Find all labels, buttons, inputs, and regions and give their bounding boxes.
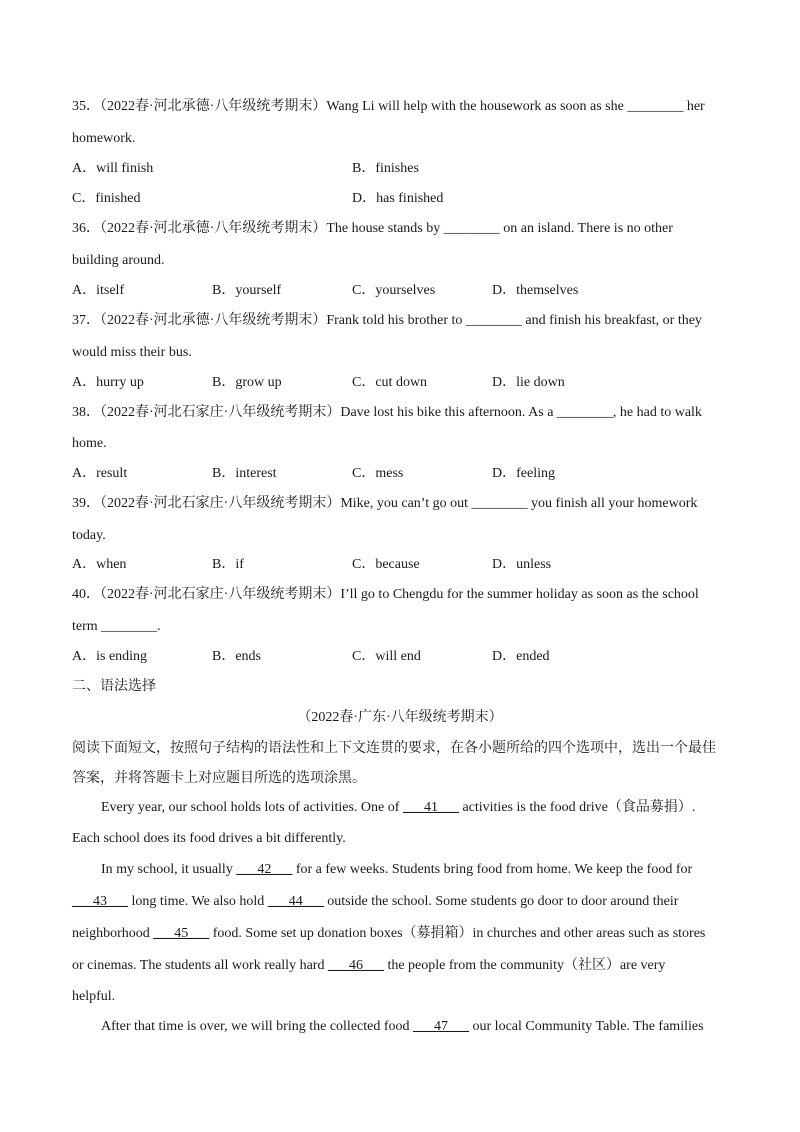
option-a: A．itself: [72, 283, 125, 298]
passage-line: helpful.: [72, 989, 116, 1004]
question-source: （2022春·河北石家庄·八年级统考期末）: [100, 587, 341, 602]
passage-line: or cinemas. The students all work really hard ___46___ the people from the community（社区）are very: [72, 958, 666, 973]
question-number: 35．: [72, 99, 100, 114]
option-b: B．if: [212, 557, 244, 572]
blank-46: ___46___: [327, 958, 384, 973]
option-a: A．will finish: [72, 161, 154, 176]
passage-line: Every year, our school holds lots of activities. One of ___41___ activities is the food drive（食品募捐）.: [101, 800, 696, 815]
question-text-cont: homework.: [72, 131, 136, 146]
question-40: [72, 586, 699, 604]
question-source: （2022春·河北承德·八年级统考期末）: [100, 99, 327, 114]
question-text: Frank told his brother to ________ and finish his breakfast, or they: [326, 313, 702, 328]
option-a: A．is ending: [72, 649, 148, 664]
question-text: I’ll go to Chengdu for the summer holiday as soon as the school: [340, 587, 699, 602]
blank-45: ___45___: [153, 926, 210, 941]
option-c: C．finished: [72, 191, 141, 206]
question-35: [72, 98, 705, 116]
question-source: （2022春·河北石家庄·八年级统考期末）: [100, 405, 341, 420]
question-text: Dave lost his bike this afternoon. As a ________, he had to walk: [340, 405, 702, 420]
question-source: （2022春·河北承德·八年级统考期末）: [100, 221, 327, 236]
question-text: Wang Li will help with the housework as soon as she ________ her: [326, 99, 705, 114]
option-b: B．finishes: [352, 161, 419, 176]
passage-line: neighborhood ___45___ food. Some set up donation boxes（募捐箱）in churches and other areas such as stores: [72, 926, 706, 941]
option-a: A．when: [72, 557, 127, 572]
section-heading: 二、语法选择: [72, 679, 156, 694]
instructions-line: 答案，并将答题卡上对应题目所选的选项涂黑。: [72, 771, 366, 786]
blank-41: ___41___: [402, 800, 459, 815]
question-39: [72, 495, 697, 513]
blank-47: ___47___: [413, 1019, 470, 1034]
question-number: 40．: [72, 587, 100, 602]
option-b: B．interest: [212, 466, 277, 481]
option-b: B．ends: [212, 649, 261, 664]
question-text-cont: would miss their bus.: [72, 345, 192, 360]
question-text-cont: term ________.: [72, 619, 161, 634]
passage-line: In my school, it usually ___42___ for a few weeks. Students bring food from home. We keep the food for: [101, 862, 693, 877]
option-d: D．themselves: [492, 283, 579, 298]
question-number: 36．: [72, 221, 100, 236]
instructions-line: 阅读下面短文，按照句子结构的语法性和上下文连贯的要求，在各小题所给的四个选项中，选出一个最佳: [72, 741, 716, 756]
blank-44: ___44___: [267, 894, 324, 909]
option-c: C．because: [352, 557, 420, 572]
question-source: （2022春·河北承德·八年级统考期末）: [100, 313, 327, 328]
question-text: Mike, you can’t go out ________ you finish all your homework: [340, 496, 698, 511]
question-text-cont: home.: [72, 436, 107, 451]
question-text-cont: today.: [72, 528, 106, 543]
question-source: （2022春·河北石家庄·八年级统考期末）: [100, 496, 341, 511]
option-a: A．result: [72, 466, 128, 481]
option-d: D．ended: [492, 649, 550, 664]
option-b: B．grow up: [212, 375, 282, 390]
passage-line: After that time is over, we will bring the collected food ___47___ our local Community Table. The families: [101, 1019, 704, 1034]
option-a: A．hurry up: [72, 375, 144, 390]
option-d: D．has finished: [352, 191, 444, 206]
question-37: [72, 312, 702, 330]
passage-line: ___43___ long time. We also hold ___44___ outside the school. Some students go door to door around their: [72, 894, 679, 909]
option-b: B．yourself: [212, 283, 282, 298]
option-d: D．lie down: [492, 375, 565, 390]
section-source: （2022春·广东·八年级统考期末）: [297, 710, 503, 725]
option-c: C．mess: [352, 466, 404, 481]
question-38: [72, 404, 702, 422]
option-c: C．yourselves: [352, 283, 436, 298]
question-number: 38．: [72, 405, 100, 420]
question-number: 37．: [72, 313, 100, 328]
question-36: [72, 220, 673, 238]
blank-43: ___43___: [72, 894, 128, 909]
passage-line: Each school does its food drives a bit differently.: [72, 831, 346, 846]
option-d: D．feeling: [492, 466, 555, 481]
question-number: 39．: [72, 496, 100, 511]
question-text-cont: building around.: [72, 253, 165, 268]
question-text: The house stands by ________ on an island. There is no other: [326, 221, 673, 236]
option-c: C．will end: [352, 649, 421, 664]
option-c: C．cut down: [352, 375, 428, 390]
blank-42: ___42___: [236, 862, 293, 877]
option-d: D．unless: [492, 557, 552, 572]
